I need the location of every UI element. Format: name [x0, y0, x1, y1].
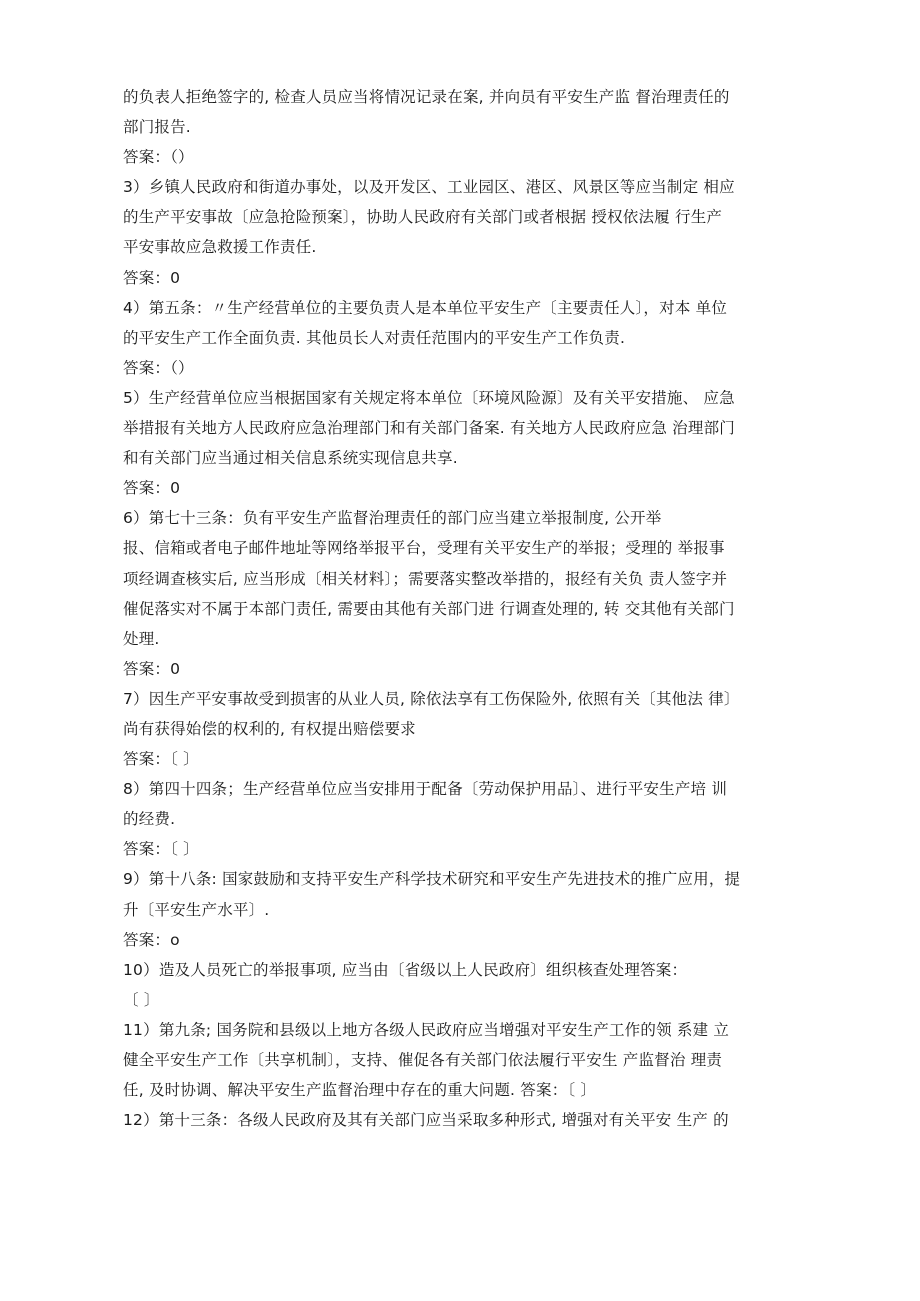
- text-line: 的经费.: [123, 810, 176, 829]
- answer-line: 答案：（）: [123, 148, 194, 167]
- answer-line: 答案：（）: [123, 358, 194, 377]
- text-line: 尚有获得始偿的权利的, 有权提出赔偿要求: [123, 719, 416, 738]
- question-line: 12）第十三条：各级人民政府及其有关部门应当采取多种形式, 增强对有关平安 生产 的: [123, 1111, 729, 1130]
- question-line: 9）第十八条: 国家鼓励和支持平安生产科学技术研究和平安生产先进技术的推广应用，提: [123, 870, 741, 889]
- question-line: 7）因生产平安事故受到损害的从业人员, 除依法享有工伤保险外, 依照有关〔其他法 律〕: [123, 689, 740, 708]
- text-line: 升〔平安生产水平〕.: [123, 900, 270, 919]
- text-line: 健全平安生产工作〔共享机制〕，支持、催促各有关部门依法履行平安生 产监督治 理责: [123, 1051, 723, 1069]
- text-line: 处理.: [123, 629, 160, 648]
- text-line: 项经调查核实后, 应当形成〔相关材料〕；需要落实整改举措的，报经有关负 责人签字并: [123, 569, 728, 588]
- text-line: 任, 及时协调、解决平安生产监督治理中存在的重大问题. 答案：〔 〕: [123, 1081, 597, 1100]
- text-line: 的平安生产工作全面负责. 其他员长人对责任范围内的平安生产工作负责.: [123, 328, 626, 347]
- question-line: 3）乡镇人民政府和街道办事处，以及开发区、工业园区、港区、风景区等应当制定 相应: [123, 178, 735, 197]
- question-line: 4）第五条：〃生产经营单位的主要负责人是本单位平安生产〔主要责任人〕，对本 单位: [123, 298, 728, 317]
- text-line: 的生产平安事故〔应急抢险预案〕，协助人民政府有关部门或者根据 授权依法履 行生产: [123, 208, 723, 227]
- question-line: 10）造及人员死亡的举报事项, 应当由〔省级以上人民政府〕组织核查处理答案：: [123, 960, 688, 979]
- question-line: 8）第四十四条；生产经营单位应当安排用于配备〔劳动保护用品〕、进行平安生产培 训: [123, 780, 728, 799]
- document-body: [123, 82, 791, 1135]
- question-line: 11）第九条; 国务院和县级以上地方各级人民政府应当增强对平安生产工作的领 系建 立: [123, 1020, 730, 1039]
- answer-line: 答案：0: [123, 659, 181, 678]
- text-line: 的负表人拒绝签字的, 检查人员应当将情况记录在案, 并向员有平安生产监 督治理责任的: [123, 88, 730, 106]
- text-line: 报、信箱或者电子邮件地址等网络举报平台，受理有关平安生产的举报；受理的 举报事: [123, 539, 725, 558]
- answer-line: 〔 〕: [123, 990, 160, 1009]
- question-line: 6）第七十三条：负有平安生产监督治理责任的部门应当建立举报制度, 公开举: [123, 509, 662, 528]
- text-line: 举措报有关地方人民政府应急治理部门和有关部门备案. 有关地方人民政府应急 治理部门: [123, 419, 735, 438]
- text-line: 催促落实对不属于本部门责任, 需要由其他有关部门进 行调查处理的, 转 交其他有关部门: [123, 599, 735, 618]
- answer-line: 答案：o: [123, 930, 180, 949]
- answer-line: 答案：〔 〕: [123, 750, 199, 769]
- answer-line: 答案：0: [123, 268, 181, 287]
- text-line: 和有关部门应当通过相关信息系统实现信息共享.: [123, 449, 458, 468]
- answer-line: 答案：0: [123, 479, 181, 498]
- answer-line: 答案：〔 〕: [123, 840, 199, 859]
- text-line: 部门报告.: [123, 118, 191, 137]
- text-line: 平安事故应急救援工作责任.: [123, 238, 317, 257]
- question-line: 5）生产经营单位应当根据国家有关规定将本单位〔环境风险源〕及有关平安措施、 应急: [123, 388, 735, 407]
